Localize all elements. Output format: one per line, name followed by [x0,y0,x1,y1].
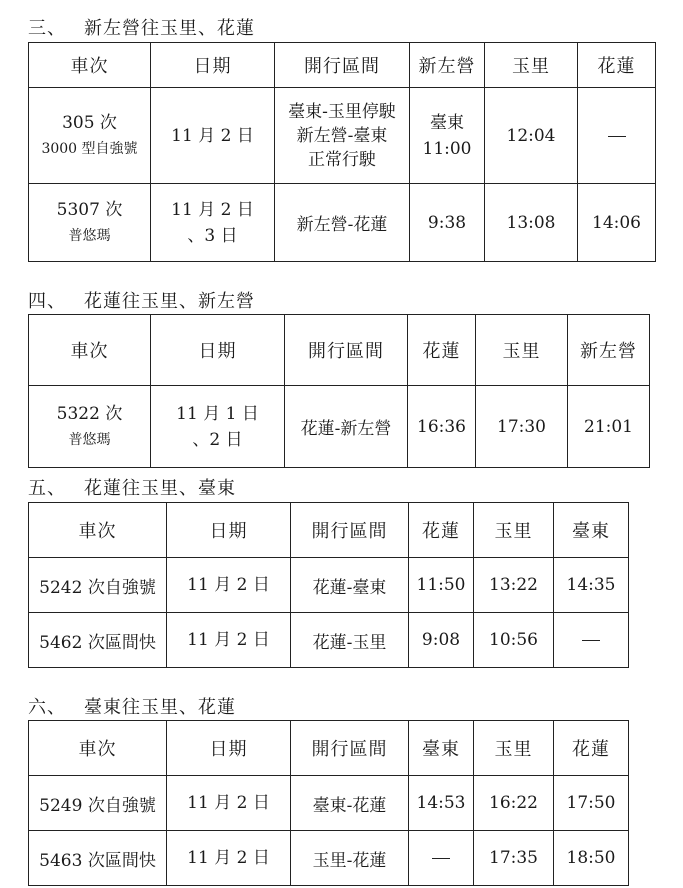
time-cell [568,386,650,468]
date-cell-text: 11 月 2 日 [171,125,254,146]
column-header: 日期 [167,503,291,558]
train-cell [29,558,167,613]
range-cell [285,386,408,468]
time-cell [410,184,485,262]
section-title [28,14,255,40]
date-cell [151,88,275,184]
time-cell [408,386,476,468]
time-cell [474,776,554,831]
date-cell [167,558,291,613]
train-cell-text: 3000 型自強號 [41,140,138,157]
column-header: 臺東 [554,503,629,558]
column-header: 花蓮 [554,721,629,776]
table-row [29,184,656,262]
table-row [29,88,656,184]
train-cell-text: 5307 次 [56,199,123,220]
train-cell-text: 5463 次區間快 [39,850,156,871]
section-title [28,693,236,719]
timetable [28,720,629,886]
range-cell [291,558,409,613]
column-header: 花蓮 [409,503,474,558]
range-cell-text: 新左營-臺東 [296,125,388,146]
range-cell [275,184,410,262]
time-cell [474,831,554,886]
time-cell [554,613,629,668]
section-route: 花蓮往玉里、新左營 [84,291,255,312]
train-cell [29,184,151,262]
dash-mark [608,136,626,137]
time-cell-text: 16:36 [417,416,466,437]
column-header: 車次 [29,503,167,558]
time-cell-text: 13:08 [506,212,556,233]
time-cell-text: 17:50 [566,793,616,813]
time-cell [474,558,554,613]
train-cell [29,776,167,831]
section-number: 六、 [28,697,66,718]
range-cell-text: 花蓮-新左營 [300,419,392,439]
train-cell-text: 普悠瑪 [68,431,111,448]
time-cell-text: 12:04 [506,125,556,146]
column-header: 日期 [167,721,291,776]
date-cell-text: 、2 日 [192,429,243,450]
train-cell-text: 5242 次自強號 [39,577,156,598]
range-cell-text: 花蓮-玉里 [312,632,387,653]
section-route: 新左營往玉里、花蓮 [84,18,255,39]
dash-mark [582,640,600,641]
time-cell [485,184,578,262]
date-cell-text: 11 月 1 日 [176,403,259,424]
time-cell-text: 18:50 [566,848,616,868]
section-number: 三、 [28,18,66,39]
date-cell-text: 11 月 2 日 [187,848,270,868]
time-cell-text: 14:53 [416,793,466,813]
time-cell-text: 13:22 [489,575,538,595]
column-header: 日期 [151,315,285,386]
time-cell [409,831,474,886]
time-cell-text: 10:56 [489,630,538,650]
column-header: 臺東 [409,721,474,776]
section-title [28,287,255,313]
time-cell-text [409,845,473,871]
column-header: 開行區間 [291,503,409,558]
column-header: 花蓮 [408,315,476,386]
date-cell [167,776,291,831]
timetable [28,42,656,262]
train-cell-text: 5462 次區間快 [39,632,156,653]
train-cell-text: 5322 次 [56,403,123,424]
train-cell [29,831,167,886]
date-cell-text: 11 月 2 日 [187,793,270,813]
header-row [29,503,629,558]
range-cell-text: 正常行駛 [308,149,376,170]
range-cell-text: 臺東-玉里停駛 [288,101,396,122]
header-row [29,721,629,776]
time-cell-text: 16:22 [489,793,538,813]
time-cell-text: 14:06 [592,212,641,233]
timetable [28,314,650,468]
time-cell-text: 9:08 [421,630,461,650]
time-cell [409,613,474,668]
date-cell-text: 、3 日 [187,225,238,246]
table-row [29,776,629,831]
column-header: 車次 [29,315,151,386]
range-cell-text: 新左營-花蓮 [296,215,388,235]
date-cell [151,184,275,262]
train-cell-text: 5249 次自強號 [39,795,156,816]
range-cell [291,831,409,886]
timetable [28,502,629,668]
time-cell-text: 臺東 [430,112,464,133]
header-row [29,43,656,88]
train-cell-text: 305 次 [62,112,117,133]
column-header: 車次 [29,721,167,776]
time-cell [578,184,656,262]
train-cell [29,386,151,468]
section-number: 四、 [28,291,66,312]
column-header: 開行區間 [285,315,408,386]
time-cell-text: 14:35 [566,575,616,595]
date-cell-text: 11 月 2 日 [187,575,270,595]
date-cell-text: 11 月 2 日 [171,199,254,220]
column-header: 玉里 [485,43,578,88]
time-cell-text: 11:00 [422,138,472,159]
time-cell [409,558,474,613]
section-route: 臺東往玉里、花蓮 [84,697,236,718]
time-cell-text [554,630,628,650]
time-cell [409,776,474,831]
table-row [29,386,650,468]
date-cell [167,831,291,886]
column-header: 開行區間 [291,721,409,776]
table-row [29,831,629,886]
time-cell [474,613,554,668]
column-header: 新左營 [568,315,650,386]
time-cell [554,558,629,613]
time-cell-text: 9:38 [427,212,467,233]
time-cell-text: 17:30 [497,416,546,437]
time-cell [554,831,629,886]
section-route: 花蓮往玉里、臺東 [84,478,236,499]
train-cell-text: 普悠瑪 [68,227,111,244]
column-header: 車次 [29,43,151,88]
header-row [29,315,650,386]
column-header: 花蓮 [578,43,656,88]
time-cell [554,776,629,831]
train-cell [29,88,151,184]
column-header: 日期 [151,43,275,88]
dash-mark [432,858,450,859]
range-cell-text: 花蓮-臺東 [312,577,387,598]
range-cell [275,88,410,184]
range-cell-text: 玉里-花蓮 [312,850,387,871]
time-cell-text: 21:01 [584,416,633,437]
date-cell [167,613,291,668]
range-cell [291,613,409,668]
date-cell [151,386,285,468]
train-cell [29,613,167,668]
time-cell [476,386,568,468]
section-title [28,474,236,500]
time-cell [485,88,578,184]
time-cell-text [578,126,655,146]
time-cell-text: 11:50 [416,575,466,595]
column-header: 玉里 [474,721,554,776]
column-header: 玉里 [474,503,554,558]
column-header: 開行區間 [275,43,410,88]
time-cell-text: 17:35 [489,848,538,868]
date-cell-text: 11 月 2 日 [187,630,270,650]
time-cell [578,88,656,184]
column-header: 玉里 [476,315,568,386]
range-cell [291,776,409,831]
time-cell [410,88,485,184]
column-header: 新左營 [410,43,485,88]
section-number: 五、 [28,478,66,499]
table-row [29,613,629,668]
range-cell-text: 臺東-花蓮 [312,795,387,816]
table-row [29,558,629,613]
